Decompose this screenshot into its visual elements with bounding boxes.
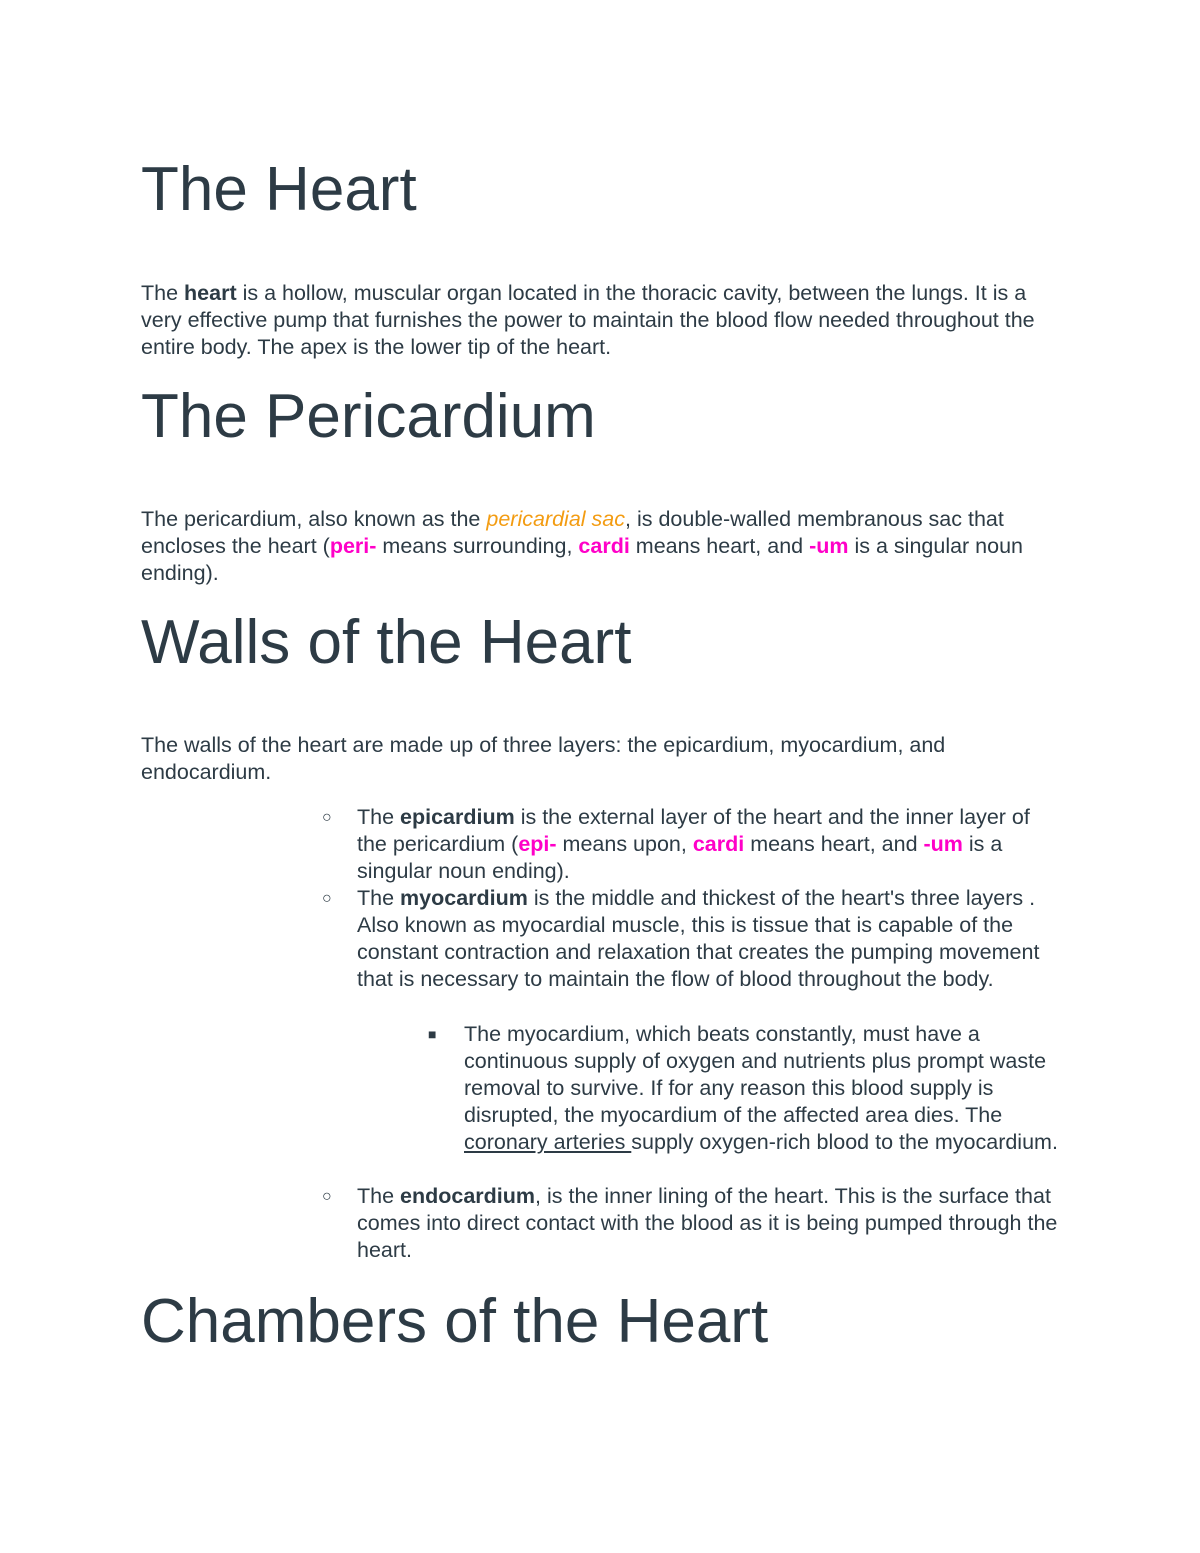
heading-pericardium: The Pericardium [141, 382, 596, 451]
heading-the-heart: The Heart [141, 155, 417, 224]
list-item-endocardium: The endocardium, is the inner lining of the heart. This is the surface that comes into direct contact with the blood as it is being pumped through the heart. [357, 1184, 1058, 1262]
term-epicardium: epicardium [400, 805, 515, 829]
term-myocardium: myocardium [400, 886, 528, 910]
term-heart: heart [184, 281, 237, 305]
hollow-circle-bullet-icon: ○ [322, 890, 332, 907]
prefix-peri: peri- [329, 534, 377, 558]
square-bullet-icon: ■ [428, 1026, 437, 1042]
paragraph-walls-intro: The walls of the heart are made up of three layers: the epicardium, myocardium, and endocardium. [141, 733, 946, 784]
paragraph-pericardium: The pericardium, also known as the pericardial sac, is double-walled membranous sac that encloses the heart (peri- means surrounding, cardi means heart, and -um is a singular noun ending). [141, 507, 1024, 585]
list-item-epicardium: The epicardium is the external layer of the heart and the inner layer of the pericardium (epi- means upon, cardi means heart, and -um is a singular noun ending). [357, 805, 1030, 883]
suffix-um: -um [809, 534, 849, 558]
list-item-myocardium: The myocardium is the middle and thickest of the heart's three layers . Also known as myocardial muscle, this is tissue that is capable of the constant contraction and relaxation that creates the pumping movement that is necessary to maintain the flow of blood throughout the body. [357, 886, 1040, 991]
suffix-um: -um [923, 832, 963, 856]
paragraph-heart: The heart is a hollow, muscular organ located in the thoracic cavity, between the lungs. It is a very effective pump that furnishes the power to maintain the blood flow needed throughout the entire body. The apex is the lower tip of the heart. [141, 281, 1035, 359]
term-pericardial-sac: pericardial sac [486, 507, 625, 531]
root-cardi: cardi [692, 832, 745, 856]
sub-list-item-myocardium-supply: The myocardium, which beats constantly, must have a continuous supply of oxygen and nutrients plus prompt waste removal to survive. If for any reason this blood supply is disrupted, the myocardium of the affected area dies. The coronary arteries supply oxygen-rich blood to the myocardium. [464, 1022, 1058, 1154]
hollow-circle-bullet-icon: ○ [322, 1188, 332, 1205]
hollow-circle-bullet-icon: ○ [322, 809, 332, 826]
link-coronary-arteries[interactable]: coronary arteries [464, 1130, 632, 1154]
root-cardi: cardi [578, 534, 630, 558]
heading-walls: Walls of the Heart [141, 608, 632, 677]
term-endocardium: endocardium [400, 1184, 536, 1208]
prefix-epi: epi- [518, 832, 557, 856]
heading-chambers: Chambers of the Heart [141, 1287, 769, 1356]
